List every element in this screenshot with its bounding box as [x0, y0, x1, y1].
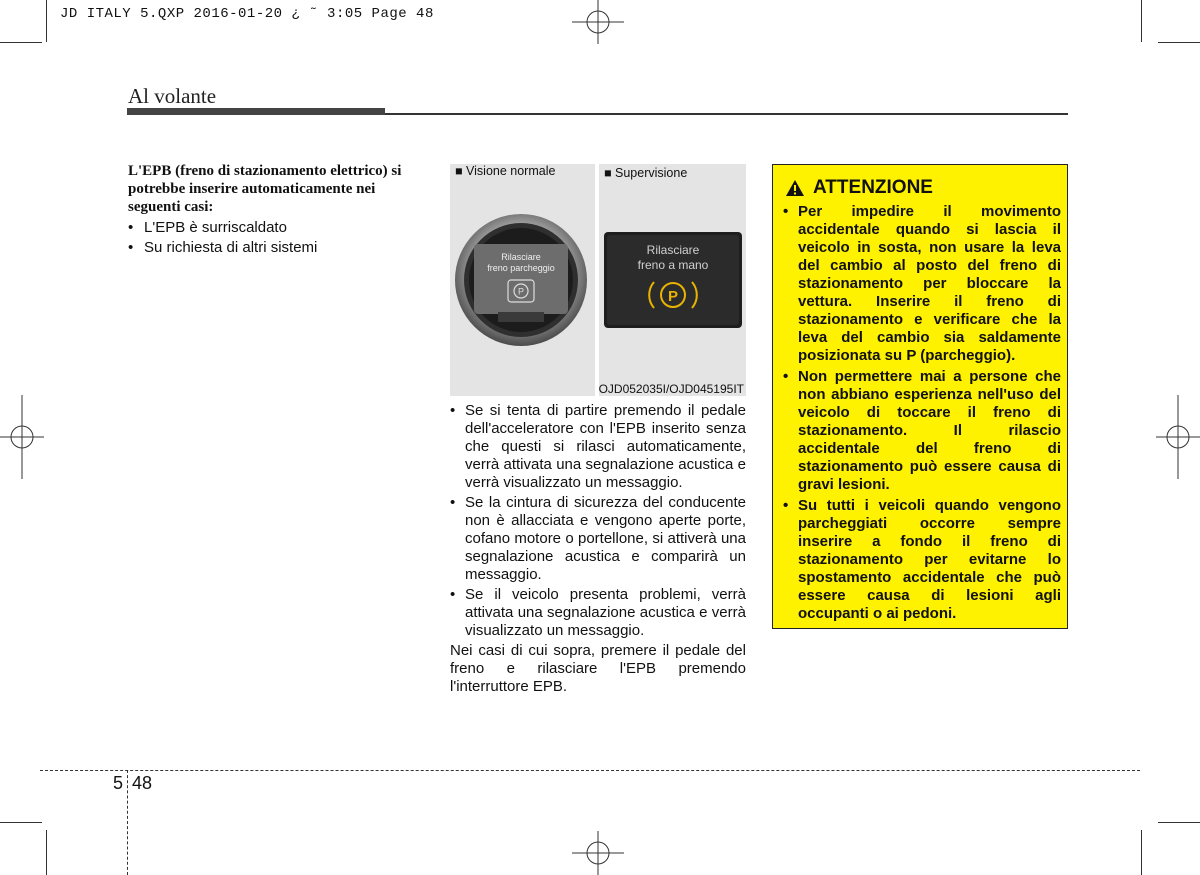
- middle-column: [450, 402, 746, 696]
- closing-paragraph: Nei casi di cui sopra, premere il pedale del freno e rilasciare l'EPB premendo l'interruttore EPB.: [450, 642, 746, 695]
- left-bullet-list: [128, 218, 418, 258]
- warning-item: • Per impedire il movimento accidentale quando si lascia il veicolo in sosta, non usare la leva del cambio al posto del freno di stazionamento per bloccare la vettura. Inserire il freno di stazionamento e verificare che la leva del cambio sia saldamente posizionata su P (parcheggio).: [783, 203, 1061, 365]
- registration-mark-left: [0, 395, 44, 479]
- lead-paragraph: L'EPB (freno di stazionamento elettrico) si potrebbe inserire automaticamente nei seguenti casi:: [128, 163, 402, 215]
- panel-parking-icon: P: [667, 288, 679, 305]
- crop-mark-bottom-right-h: [1158, 822, 1200, 823]
- heading-rule-thin: [385, 113, 1068, 115]
- middle-bullet-list: [450, 402, 746, 640]
- warning-title: ATTENZIONE: [813, 177, 933, 198]
- page-number: [113, 773, 152, 794]
- print-slug: JD ITALY 5.QXP 2016-01-20 ¿ ˜ 3:05 Page 48: [60, 6, 434, 22]
- warning-item: • Non permettere mai a persone che non abbiano esperienza nell'uso del veicolo di toccare il freno di stazionamento. Il rilascio accidentale del freno di stazionamento può essere causa di gravi lesioni.: [783, 368, 1061, 494]
- crop-mark-top-left-v: [46, 0, 47, 42]
- crop-mark-bottom-left-h: [0, 822, 42, 823]
- registration-mark-bottom: [570, 831, 626, 875]
- crop-mark-bottom-right-v: [1141, 830, 1142, 875]
- crop-mark-bottom-left-v: [46, 830, 47, 875]
- list-item: • Se il veicolo presenta problemi, verrà attivata una segnalazione acustica e verrà visualizzato un messaggio.: [450, 586, 746, 640]
- list-item: • Se la cintura di sicurezza del conducente non è allacciata e vengono aperte porte, cofano motore o portellone, si attiverà una segnalazione acustica e comparirà un messaggio.: [450, 494, 746, 584]
- gauge-parking-icon: P: [517, 286, 525, 297]
- heading-rule-thick: [127, 108, 385, 115]
- registration-mark-top: [570, 0, 626, 44]
- warning-box: [772, 164, 1068, 629]
- crop-mark-top-right-h: [1158, 42, 1200, 43]
- crop-mark-top-left-h: [0, 42, 42, 43]
- figure-caption: OJD052035I/OJD045195IT: [598, 382, 744, 396]
- list-item: • Se si tenta di partire premendo il pedale dell'acceleratore con l'EPB inserito senza che questi si rilasci automaticamente, verrà attivata una segnalazione acustica e verrà visualizzato un messaggio.: [450, 402, 746, 492]
- gauge-text-line1: Rilasciare: [501, 252, 541, 262]
- warning-item: • Su tutti i veicoli quando vengono parcheggiati occorre sempre inserire a fondo il freno di stazionamento per evitarne lo spostamento accidentale che può essere causa di lesioni agli occupanti o ai pedoni.: [783, 497, 1061, 623]
- panel-text-line1: Rilasciare: [646, 243, 700, 257]
- figure-label-normal: ■ Visione normale: [455, 164, 556, 178]
- warning-triangle-icon: [785, 179, 805, 197]
- cluster-gauge-image: [454, 208, 588, 352]
- page-number-value: 48: [132, 773, 153, 793]
- chapter-number: 5: [113, 773, 124, 793]
- supervision-display-image: [604, 232, 742, 328]
- warning-header: [785, 177, 933, 199]
- section-title: Al volante: [128, 84, 217, 108]
- figure-label-supervision: ■ Supervisione: [604, 166, 688, 180]
- warning-list: [783, 203, 1061, 626]
- list-item: • L'EPB è surriscaldato: [128, 218, 418, 238]
- crop-mark-top-right-v: [1141, 0, 1142, 42]
- footer-dashed-rule: [40, 770, 1140, 771]
- panel-text-line2: freno a mano: [637, 258, 709, 272]
- registration-mark-right: [1156, 395, 1200, 479]
- epb-figure: [450, 164, 746, 396]
- figure-divider: [595, 164, 599, 396]
- gauge-text-line2: freno parcheggio: [487, 263, 555, 273]
- list-item: • Su richiesta di altri sistemi: [128, 238, 418, 258]
